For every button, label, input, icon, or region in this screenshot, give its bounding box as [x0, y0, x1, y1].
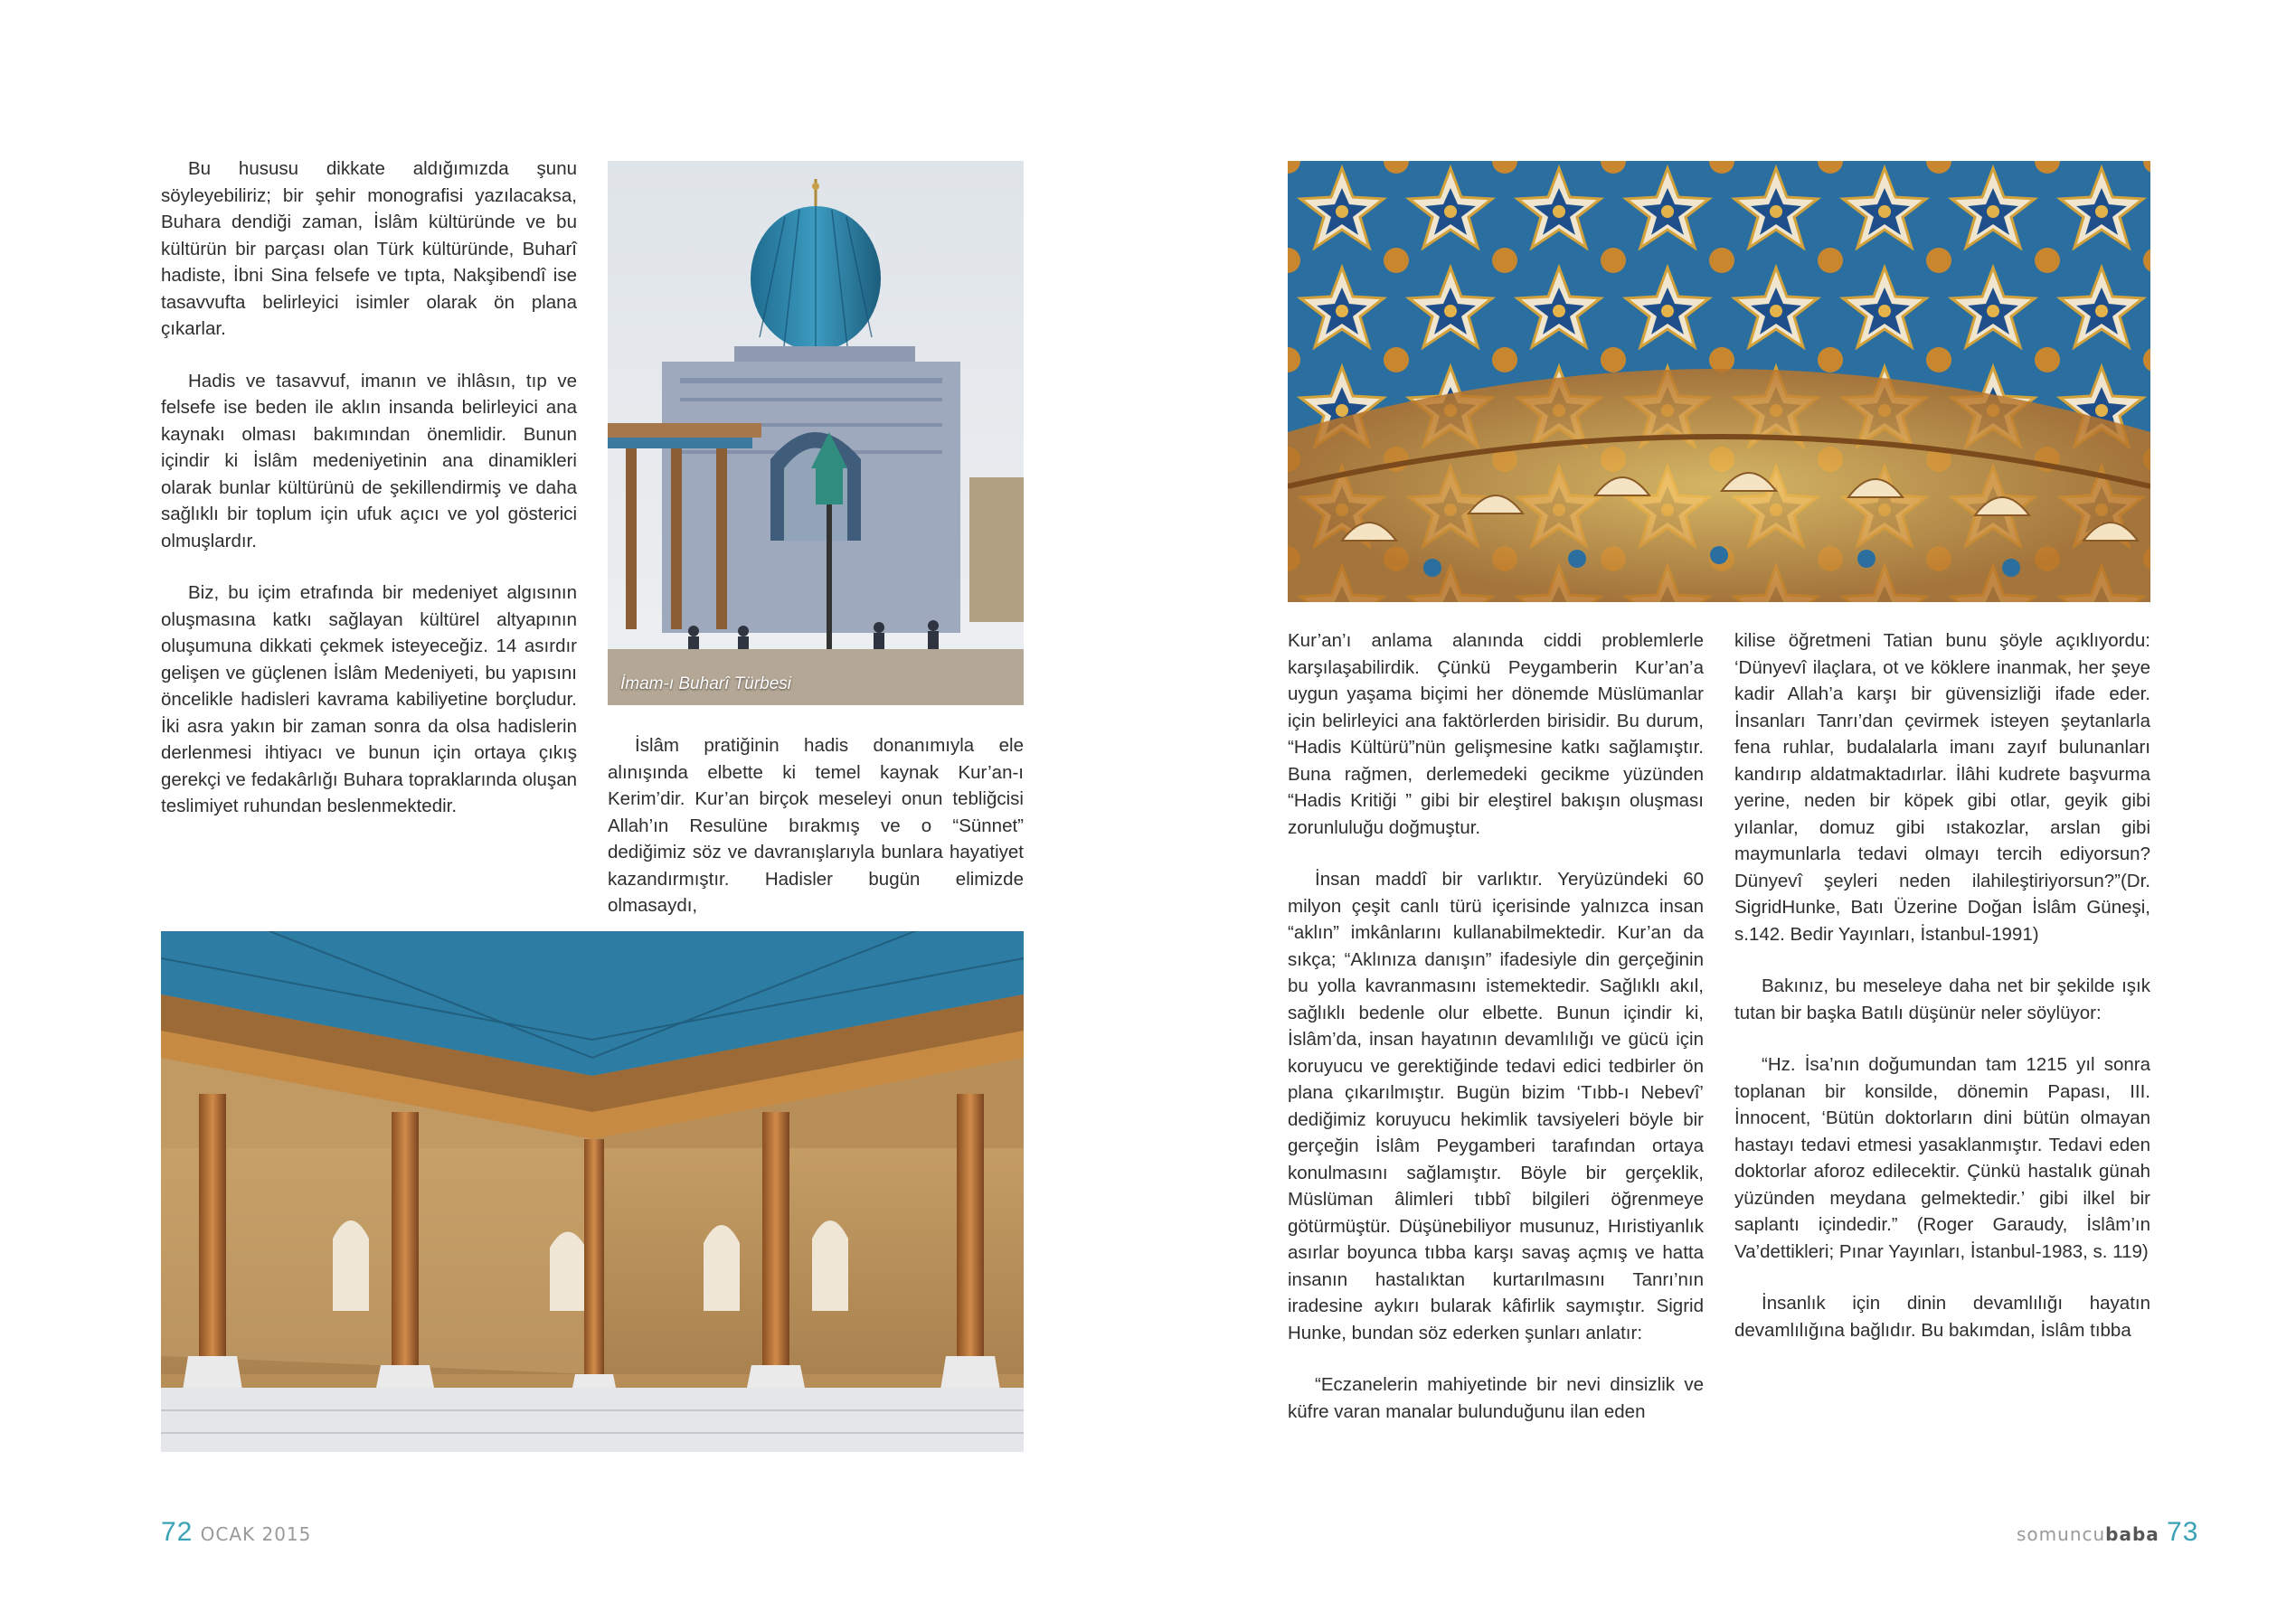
paragraph: Hadis ve tasavvuf, imanın ve ihlâsın, tıp ve felsefe ise beden ile aklın insanda belirleyici ana kaynakı olması bakımından önemlidir. Bunun içindir ki İslâm medeniyetinin ana dinamikleri olarak bunlar kültürünü de şekillendirmiş ve daha sağlıklı bir toplum için ufuk açıcı ve yol gösterici olmuşlardır. — [161, 370, 577, 551]
right-column-2 — [1734, 627, 2150, 1369]
right-column-1 — [1288, 627, 1704, 1450]
paragraph: Bakınız, bu meseleye daha net bir şekilde ışık tutan bir başka Batılı düşünür neler söylüyor: — [1734, 975, 2150, 1023]
paragraph: İnsan maddî bir varlıktır. Yeryüzündeki 60 milyon çeşit canlı türü içerisinde yalnızca insan “aklın” imkânlarını kullanabilmektedir. Kur’an da sıkça; “Aklınıza danışın” ifadesiyle din gerçeğinin bu yolla kavranmasını istemektedir. Sağlıklı akıl, sağlıklı bedenle olur elbette. Bunun içindir ki, İslâm’da, insan hayatının devamlılığı ve gücü için koruyucu ve gerektiğinde tedavi edici tedbirler ön plana çıkarılmıştır. Bugün bizim ‘Tıbb-ı Nebevî’ dediğimiz koruyucu hekimlik tavsiyeleri böyle bir gerçeğin İslâm Peygamberi tarafından ortaya konulmasını sağlamıştır. Böyle bir gerçeklik, Müslüman âlimleri tıbbî bilgileri öğrenmeye götürmüştür. Düşünebiliyor musunuz, Hıristiyanlık asırlar boyunca tıbba karşı savaş açmış ve hatta insanın hastalıktan kurtarılmasını Tanrı’nın iradesine aykırı bularak kâfirlik saymıştır. Sigrid Hunke, bundan söz ederken şunları anlatır: — [1288, 869, 1704, 1343]
paragraph: “Hz. İsa’nın doğumundan tam 1215 yıl sonra toplanan bir konsilde, dönemin Papası, III. İnnocent, ‘Bütün doktorların dini bütün olmayan hastayı tedavi etmesi yasaklanmıştır. Tedavi eden doktorlar aforoz edilecektir. Çünkü hastalık günah yüzünden meydana gelmektedir.’ gibi ilkel bir saplantı içindedir.” (Roger Garaudy, İslâm’ın Va’dettikleri; Pınar Yayınları, İstanbul-1983, s. 119) — [1734, 1054, 2150, 1262]
right-folio — [2017, 1517, 2198, 1548]
page-number: 73 — [2167, 1517, 2199, 1547]
paragraph: kilise öğretmeni Tatian bunu şöyle açıklıyordu: ‘Dünyevî ilaçlara, ot ve köklere inanmak, her şeye kadir Allah’a karşı bir güvensizliği ifade eder. İnsanları Tanrı’dan çevirmek isteyen şeytanlarla fena ruhlar, budalalarla imanı zayıf bulunanları kandırıp aldatmaktadırlar. İlâhi kudrete başvurma yerine, neden bir köpek gibi otlar, geyik gibi yılanlar, domuz gibi ıstakozlar, arslan gibi maymunlarla tedavi olmayı tercih ediyorsun? Dünyevî şeyleri neden ilahileştiriyorsun?”(Dr. SigridHunke, Batı Üzerine Doğan İslâm Güneşi, s.142. Bedir Yayınları, İstanbul-1991) — [1734, 630, 2150, 945]
page-number: 72 — [161, 1517, 194, 1547]
paragraph: Kur’an’ı anlama alanında ciddi problemlerle karşılaşabilirdik. Çünkü Peygamberin Kur’an’a uygun yaşama biçimi her dönemde Müslümanlar için belirleyici ana faktörlerden birisidir. Bu durum, “Hadis Kültürü”nün gelişmesine katkı sağlamıştır. Buna rağmen, derlemedeki gecikme yüzünden “Hadis Kritiği ” gibi bir eleştirel bakışın oluşması zorunluluğu doğmuştur. — [1288, 630, 1704, 838]
issue-date: OCAK 2015 — [200, 1523, 312, 1545]
paragraph: Bu hususu dikkate aldığımızda şunu söyleyebiliriz; bir şehir monografisi yazılacaksa, Buhara dendiği zaman, İslâm kültüründe ve bu kültürün bir parçası olan Türk kültüründe, Buharî hadiste, İbni Sina felsefe ve tıpta, Nakşibendî ise tasavvufta belirleyici isimler olarak ön plana çıkarlar. — [161, 158, 577, 339]
photo-caption: İmam-ı Buharî Türbesi — [620, 674, 791, 693]
paragraph: İslâm pratiğinin hadis donanımıyla ele alınışında elbette ki temel kaynak Kur’an-ı Kerim’dir. Kur’an birçok meseleyi onun tebliğcisi Allah’ın Resulüne bırakmış ve o “Sünnet” dediğimiz söz ve davranışlarıyla bunlara hayatiyet kazandırmıştır. Hadisler bugün elimizde olmasaydı, — [608, 735, 1024, 916]
ceiling-ornament-photo — [1288, 161, 2150, 602]
left-folio — [161, 1517, 311, 1548]
paragraph: Biz, bu içim etrafında bir medeniyet algısının oluşmasına katkı sağlayan kültürel altyapının oluşumuna dikkati çekmek isteyeceğiz. 14 asırdır gelişen ve güçlenen İslâm Medeniyeti, bu yapısını öncelikle hadisleri kavrama kabiliyetine borçludur. İki asra yakın bir zaman sonra da olsa hadislerin derlenmesi ihtiyacı ve bunun için ortaya çıkış gerekçi ve fedakârlığı Buhara topraklarında oluşan teslimiyet ruhundan beslenmektedir. — [161, 582, 577, 816]
colonnade-photo — [161, 931, 1024, 1452]
left-column-1 — [161, 155, 577, 845]
left-column-2 — [608, 732, 1024, 945]
paragraph: “Eczanelerin mahiyetinde bir nevi dinsizlik ve küfre varan manalar bulunduğunu ilan eden — [1288, 1374, 1704, 1422]
paragraph: İnsanlık için dinin devamlılığı hayatın devamlılığına bağlıdır. Bu bakımdan, İslâm tıbba — [1734, 1293, 2150, 1341]
mausoleum-photo — [608, 161, 1024, 705]
right-page — [1148, 0, 2296, 1602]
magazine-name: somuncubaba — [2017, 1523, 2159, 1545]
